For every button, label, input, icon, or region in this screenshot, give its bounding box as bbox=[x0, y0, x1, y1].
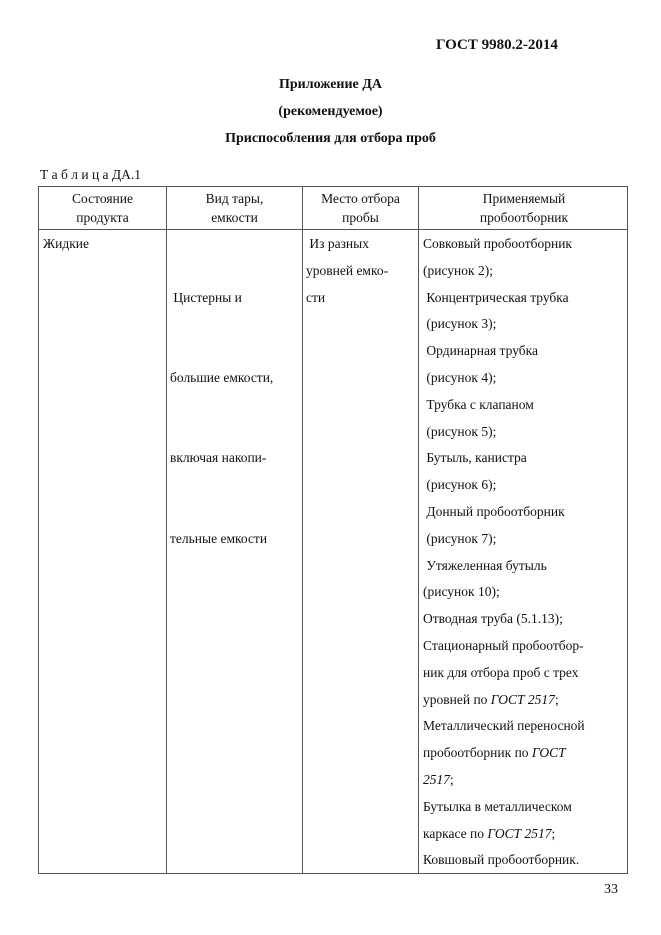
cell-state: Жидкие bbox=[43, 236, 89, 251]
cell-place: Из разных уровней емко- сти bbox=[306, 236, 389, 305]
header-divider bbox=[39, 229, 627, 230]
samplers-table bbox=[38, 186, 628, 874]
column-divider bbox=[418, 187, 419, 873]
column-header-state: Состояние продукта bbox=[72, 191, 133, 225]
cell-sampler: Совковый пробоотборник (рисунок 2); Концентрическая трубка (рисунок 3); Ординарная трубка (рисунок 4); Трубка с клапаном (рисунок 5); Бутыль, канистра (рисунок 6); Донный пробоотборник (рисунок 7); Утяжеленная бутыль (рисунок 10); Отводная труба (5.1.13); Стационарный пробоотбор- ник для отбора проб с трех уровней по ГОСТ 2517; Металлический переносной пробоотборник по ГОСТ 2517; Бутылка в металлическом каркасе по ГОСТ 2517; Ковшовый пробоотборник. bbox=[423, 236, 585, 868]
column-divider bbox=[166, 187, 167, 873]
column-header-sampler: Применяемый пробоотборник bbox=[479, 191, 569, 225]
cell-container: Цистерны и большие емкости, включая накопи- тельные емкости bbox=[170, 289, 274, 546]
appendix-title: Приложение ДА bbox=[278, 77, 383, 92]
document-number: ГОСТ 9980.2-2014 bbox=[436, 37, 558, 53]
column-header-place: Место отбора пробы bbox=[321, 191, 400, 225]
column-divider bbox=[302, 187, 303, 873]
appendix-subtitle: Приспособления для отбора проб bbox=[225, 131, 436, 146]
column-header-container: Вид тары, емкости bbox=[205, 191, 264, 225]
table-caption: Т а б л и ц а ДА.1 bbox=[40, 167, 141, 182]
appendix-status: (рекомендуемое) bbox=[278, 104, 383, 119]
page-number: 33 bbox=[604, 882, 618, 897]
